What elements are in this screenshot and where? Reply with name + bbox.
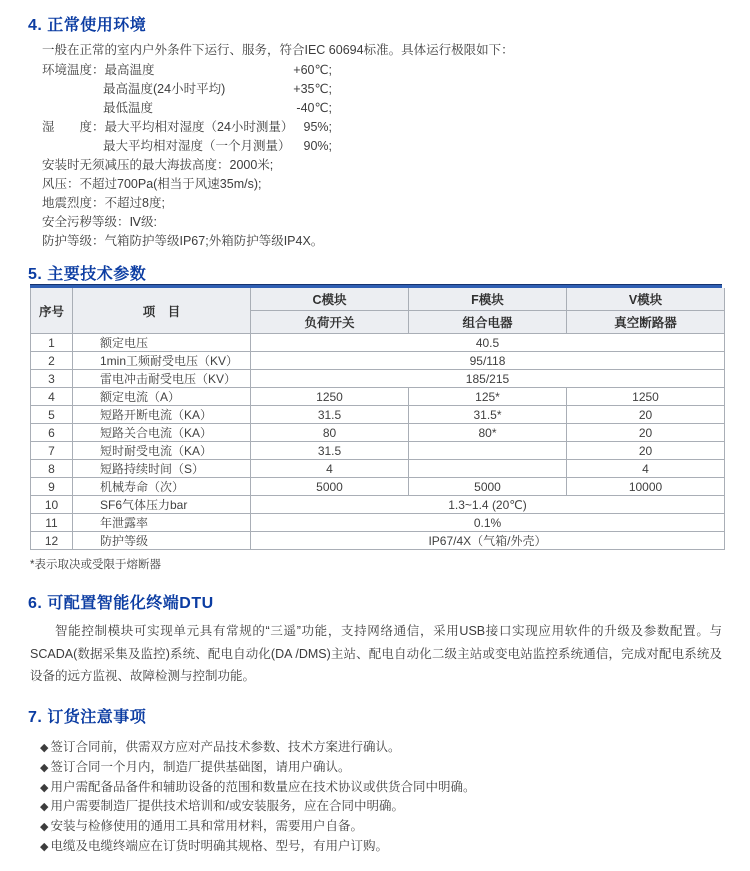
ordering-note-item (40, 758, 730, 778)
diamond-bullet-icon: ◆ (40, 801, 49, 814)
table-row (31, 496, 725, 514)
section-4-heading: 4. 正常使用环境 (28, 17, 147, 34)
env-line (42, 156, 712, 175)
diamond-bullet-icon: ◆ (40, 781, 49, 794)
row-index-cell: 1 (31, 334, 73, 352)
technical-parameters-table (30, 288, 725, 550)
env-lines (42, 61, 712, 251)
env-line-label: 最高温度(24小时平均) (103, 82, 226, 96)
table-row (31, 424, 725, 442)
ordering-note-item (40, 817, 730, 837)
diamond-bullet-icon: ◆ (40, 821, 49, 834)
ordering-note-item (40, 837, 730, 857)
env-line-value: 95%; (303, 120, 332, 134)
row-index-cell: 5 (31, 406, 73, 424)
dtu-paragraph: 智能控制模块可实现单元具有常规的“三遥”功能，支持网络通信，采用USB接口实现应用软件的升级及参数配置。与 SCADA(数据采集及监控)系统、配电自动化(DA /DMS)主站、配电自动化二级主站或变电站监控系统通信，完成对配电系统及设备的远方监视、故障检测与控制功能。 (30, 624, 722, 683)
env-line (42, 213, 712, 232)
table-row (31, 460, 725, 478)
environment-conditions (42, 40, 712, 251)
env-line (42, 118, 712, 137)
row-v-module-cell: 20 (567, 442, 725, 460)
col-subheader-combined-apparatus: 组合电器 (409, 311, 567, 334)
env-line-label: 最大平均相对湿度（一个月测量） (103, 139, 291, 153)
col-header-module-v: V模块 (567, 288, 725, 311)
row-item-cell: 短时耐受电流（KA） (73, 442, 251, 460)
row-index-cell: 3 (31, 370, 73, 388)
row-index-cell: 2 (31, 352, 73, 370)
env-line-label: 安全污秽等级：Ⅳ级: (42, 215, 158, 229)
row-index-cell: 12 (31, 532, 73, 550)
row-f-module-cell (409, 442, 567, 460)
col-subheader-vacuum-breaker: 真空断路器 (567, 311, 725, 334)
row-c-module-cell: 5000 (251, 478, 409, 496)
table-body (31, 334, 725, 550)
ordering-note-text: 用户需要制造厂提供技术培训和/或安装服务，应在合同中明确。 (50, 799, 404, 814)
row-f-module-cell (409, 460, 567, 478)
row-merged-value-cell: 95/118 (251, 352, 725, 370)
table-row (31, 388, 725, 406)
row-v-module-cell: 1250 (567, 388, 725, 406)
env-line-label: 环境温度：最高温度 (42, 63, 155, 77)
row-f-module-cell: 5000 (409, 478, 567, 496)
row-item-cell: 短路开断电流（KA） (73, 406, 251, 424)
env-line-label: 地震烈度：不超过8度; (42, 196, 165, 210)
col-header-module-c: C模块 (251, 288, 409, 311)
row-v-module-cell: 10000 (567, 478, 725, 496)
env-line (42, 80, 712, 99)
row-item-cell: 1min工频耐受电压（KV） (73, 352, 251, 370)
row-index-cell: 7 (31, 442, 73, 460)
table-row (31, 406, 725, 424)
col-header-item: 项 目 (73, 288, 251, 334)
ordering-note-item (40, 797, 730, 817)
row-c-module-cell: 1250 (251, 388, 409, 406)
env-line-label: 最低温度 (103, 101, 154, 115)
table-header (31, 288, 725, 334)
row-item-cell: 年泄露率 (73, 514, 251, 532)
row-item-cell: 防护等级 (73, 532, 251, 550)
env-line-value: -40℃; (296, 101, 332, 115)
row-index-cell: 9 (31, 478, 73, 496)
ordering-note-text: 电缆及电缆终端应在订货时明确其规格、型号，有用户订购。 (50, 838, 388, 853)
row-merged-value-cell: 1.3~1.4 (20℃) (251, 496, 725, 514)
row-v-module-cell: 4 (567, 460, 725, 478)
table-row (31, 352, 725, 370)
table-row (31, 334, 725, 352)
row-c-module-cell: 4 (251, 460, 409, 478)
row-index-cell: 4 (31, 388, 73, 406)
env-line-label: 防护等级：气箱防护等级IP67;外箱防护等级IP4X。 (42, 234, 324, 248)
row-item-cell: 额定电流（A） (73, 388, 251, 406)
row-merged-value-cell: 40.5 (251, 334, 725, 352)
env-line-label: 湿 度：最大平均相对湿度（24小时测量） (42, 120, 294, 134)
section-7-heading: 7. 订货注意事项 (28, 709, 147, 726)
row-f-module-cell: 31.5* (409, 406, 567, 424)
row-item-cell: 额定电压 (73, 334, 251, 352)
col-header-index: 序号 (31, 288, 73, 334)
env-line-value: +60℃; (293, 63, 332, 77)
ordering-note-item (40, 778, 730, 798)
row-index-cell: 8 (31, 460, 73, 478)
row-c-module-cell: 31.5 (251, 406, 409, 424)
row-item-cell: SF6气体压力bar (73, 496, 251, 514)
row-item-cell: 机械寿命（次） (73, 478, 251, 496)
row-c-module-cell: 31.5 (251, 442, 409, 460)
row-merged-value-cell: IP67/4X（气箱/外壳） (251, 532, 725, 550)
env-line (42, 194, 712, 213)
env-line-value: +35℃; (293, 82, 332, 96)
section-5-heading: 5. 主要技术参数 (28, 266, 147, 283)
ordering-note-text: 安装与检修使用的通用工具和常用材料，需要用户自备。 (50, 819, 363, 834)
ordering-note-text: 用户需配备品备件和辅助设备的范围和数量应在技术协议或供货合同中明确。 (50, 779, 476, 794)
ordering-note-item (40, 738, 730, 758)
env-line (42, 61, 712, 80)
row-v-module-cell: 20 (567, 406, 725, 424)
env-line-value: 90%; (303, 139, 332, 153)
row-c-module-cell: 80 (251, 424, 409, 442)
ordering-note-text: 签订合同一个月内，制造厂提供基础图，请用户确认。 (50, 759, 351, 774)
diamond-bullet-icon: ◆ (40, 840, 49, 853)
row-index-cell: 10 (31, 496, 73, 514)
row-item-cell: 雷电冲击耐受电压（KV） (73, 370, 251, 388)
env-line-label: 风压：不超过700Pa(相当于风速35m/s); (42, 177, 262, 191)
row-index-cell: 11 (31, 514, 73, 532)
table-row (31, 514, 725, 532)
env-line (42, 137, 712, 156)
row-item-cell: 短路关合电流（KA） (73, 424, 251, 442)
row-index-cell: 6 (31, 424, 73, 442)
table-row (31, 532, 725, 550)
diamond-bullet-icon: ◆ (40, 761, 49, 774)
table-row (31, 370, 725, 388)
col-header-module-f: F模块 (409, 288, 567, 311)
row-v-module-cell: 20 (567, 424, 725, 442)
env-line (42, 232, 712, 251)
row-item-cell: 短路持续时间（S） (73, 460, 251, 478)
table-row (31, 442, 725, 460)
col-subheader-load-switch: 负荷开关 (251, 311, 409, 334)
row-f-module-cell: 125* (409, 388, 567, 406)
row-f-module-cell: 80* (409, 424, 567, 442)
diamond-bullet-icon: ◆ (40, 742, 49, 754)
env-intro-text: 一般在正常的室内户外条件下运行、服务，符合IEC 60694标准。具体运行极限如下： (42, 43, 514, 57)
env-line-label: 安装时无须减压的最大海拔高度：2000米; (42, 158, 274, 172)
ordering-notes-list (40, 738, 730, 857)
row-merged-value-cell: 185/215 (251, 370, 725, 388)
env-line (42, 99, 712, 118)
ordering-note-text: 签订合同前，供需双方应对产品技术参数、技术方案进行确认。 (50, 740, 401, 754)
row-merged-value-cell: 0.1% (251, 514, 725, 532)
table-footnote: *表示取决或受限于熔断器 (30, 559, 161, 571)
env-line (42, 175, 712, 194)
table-row (31, 478, 725, 496)
section-6-heading: 6. 可配置智能化终端DTU (28, 595, 214, 612)
